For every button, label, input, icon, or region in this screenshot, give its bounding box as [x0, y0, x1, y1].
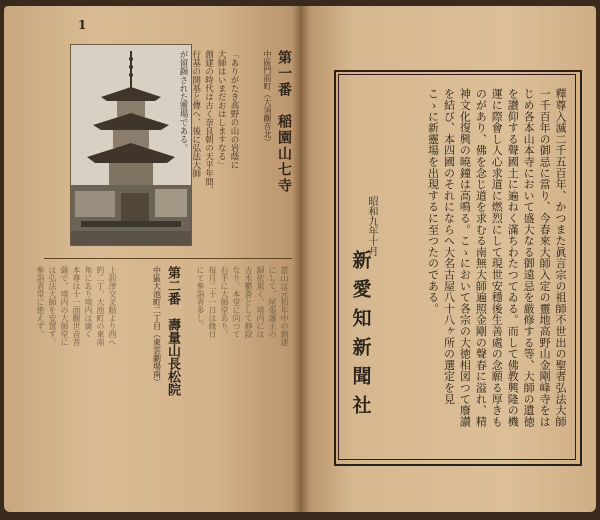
body-line: にして、尾張藩主の: [268, 266, 277, 338]
temple-2-title: 第二番 壽量山長松院: [165, 266, 180, 396]
photo-caption: [178, 50, 240, 240]
body-line: 約二丁、大池町の東南: [96, 266, 105, 346]
body-line: 參詣者常に絶えず。: [36, 266, 45, 338]
preface-line: 一千百年の御忌に當り、今春來大師入定の靈地高野山金剛峰寺をは: [538, 88, 552, 427]
preface-line: こゝに新靈場を出現するに至つたのである。: [426, 88, 440, 314]
preface-date: 昭和九年十月: [366, 196, 377, 256]
temple-1-address: 中區門前町（大須觀音北）: [263, 50, 272, 146]
caption-line: 行基の開基と傳へ、後に弘法大師: [190, 50, 201, 178]
preface-line: を結び、本四國のそれにならへ大名古屋八十八ヶ所の選定を見: [442, 88, 456, 405]
preface-line: 釋尊入滅二千五百年、かつまた眞言宗の祖師不世出の聖者弘法大師: [554, 88, 567, 427]
preface-line: じめ各本山本寺において盛大なる御遠忌を厳修する等、大師の遺徳: [522, 88, 536, 427]
caption-line: 「ありがたき高野の山の岩蔭に: [229, 50, 239, 169]
pagoda-photo: [70, 44, 192, 246]
preface-line: 神文化復興の曉鐘は高鳴る。こゝにおいて各宗の大徳相図つて廢讃: [458, 88, 472, 427]
body-line: 當山は元和年中の創建: [280, 266, 289, 346]
pagoda-illustration: [71, 45, 191, 245]
preface-text: [382, 88, 568, 427]
body-line: は弘法大師を安置す。: [48, 266, 57, 346]
caption-line: 大師はいまだおはしますなる」: [216, 50, 227, 169]
body-line: 古木鬱蒼として靜寂: [244, 266, 253, 338]
body-line: 歸依篤く、境内には: [256, 266, 265, 338]
temple-2-body-left: [36, 266, 118, 476]
body-line: 本尊は十一面觀世音菩: [72, 266, 81, 346]
preface-line: のがあり、佛を念じ道を求むる南無大師遍照金剛の聲春に溢れ、精: [474, 88, 488, 427]
temple-2-heading: [120, 266, 182, 476]
page-number: 1: [78, 18, 87, 32]
caption-line: が留錫された靈場である。: [178, 50, 188, 152]
publisher-name: 新愛知新聞社: [349, 250, 372, 424]
body-line: 上前津交叉點より西へ: [108, 266, 117, 346]
preface-line: 運に際會し人心求道に燃烈にして現世安穩後生善處の念願る厚きも: [490, 88, 504, 427]
book-gutter: [292, 6, 310, 512]
body-line: 右手に大師堂あり、: [220, 266, 229, 338]
body-line: 角にあり境内は廣く: [84, 266, 93, 338]
temple-2-body-right: [186, 266, 290, 476]
caption-line: 創建の時代は古く奈良朝の天平年間、: [203, 50, 214, 195]
temple-2-address: 中區大池町二丁目（東雲劇場南）: [152, 266, 162, 386]
section-divider: [44, 258, 292, 259]
body-line: 薩で、境内の大師堂に: [60, 266, 69, 346]
temple-1-heading: [244, 50, 294, 240]
body-line: 毎月二十一日は緣日: [208, 266, 217, 338]
body-line: にて參詣者多し。: [196, 266, 205, 330]
temple-1-title: 第一番 稲園山七寺: [276, 50, 292, 194]
body-line: なり。本堂に向つて: [232, 266, 241, 338]
preface-line: を讃仰する聲國土に遍ねく滿ちわたつてゐる。而して佛教興隆の機: [506, 88, 520, 427]
